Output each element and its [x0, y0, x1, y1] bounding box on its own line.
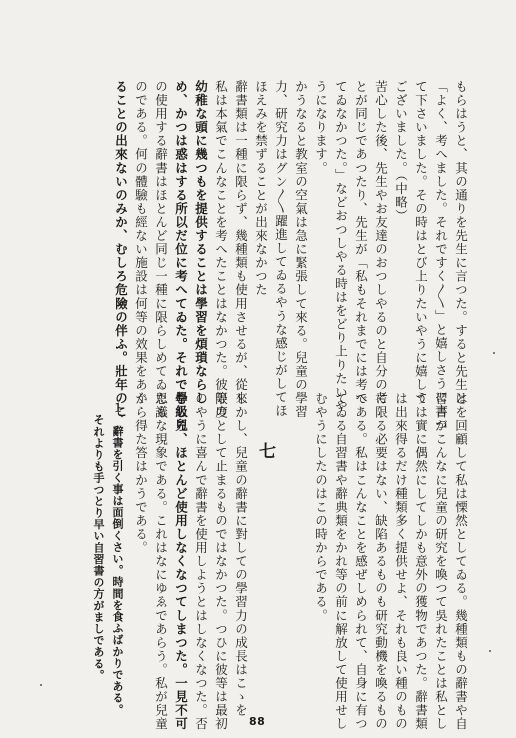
text-line: てゐる自習書や辭典類をかれ等の前に解放して使用せし [333, 392, 349, 731]
text-line: うになります。 [313, 80, 329, 175]
text-line: とを回顧して私は慄然としてゐる。幾種類もの辭書や自 [453, 392, 469, 731]
paper-speck [489, 650, 491, 652]
text-line: 力、研究力はグン〱躍進してゐるやうな感じがしてほ [273, 80, 289, 418]
paper-speck [40, 684, 42, 686]
text-line: とが同じであつたり、先生が「私もそれまでには考へ [353, 80, 369, 406]
text-line: 限度として止まるものではなかつた。つひに彼等は最初 [213, 392, 229, 731]
text-line: から得た答はかうである。 [133, 392, 149, 555]
text-line: ございました。（中略） [393, 80, 409, 223]
text-line: に限る必要はない、缺陷あるものも研究動機を喚るもの [373, 392, 389, 731]
text-line: 苦心した後、先生やお友達のおつしやるのと自分の考 [373, 80, 389, 406]
answer-line: １、辭書を引く事は面倒くさい。時間を食ふばかりである。 [111, 402, 124, 716]
text-line: のやうに喜んで辭書を使用しようとはしなくなつた。否 [193, 392, 209, 731]
text-line: である。私はこんなことを感ぜしめられて、自身に有つ [353, 392, 369, 731]
text-line: ることの出來ないのみか、むしろ危險の伴ふ。壯年のこ [113, 80, 129, 419]
text-line: 辭書類は一種に限らず、幾種類も使用させるが、從來 [233, 80, 249, 406]
text-line: てゐなかつた。」などおつしやる時はをどり上りたいや [333, 80, 349, 413]
text-line: 「よく、考へました。それですく〱」と嬉しさうに言つ [433, 80, 449, 432]
text-line: むしろ、ほとんど使用しなくなつてしまつた。一見不可 [173, 392, 189, 731]
page-number: 88 [249, 715, 266, 728]
text-line: のである。何の體驗も經ない施設は何等の效果をあぐ [133, 80, 149, 406]
text-line: かうなると教室の空氣は急に緊張して來る。兒童の學習 [293, 80, 309, 419]
text-line: むやうにしたのはこの時からである。 [313, 392, 329, 623]
text-line: しかし、兒童の辭書に對しての學習力の成長はこゝを [233, 392, 249, 718]
text-line: ては實に偶然にしてしかも意外の獲物であつた。辭書類 [413, 392, 429, 731]
section-heading: 七 [255, 442, 275, 461]
text-line: ほえみを禁ずることが出來なかつた [253, 80, 269, 297]
text-line: 思議な現象である。これはなにゆゑであらう。私が兒童 [153, 392, 169, 731]
text-line: 私は本氣でこんなことを考へたことはなかつた。彼等の [213, 80, 229, 419]
text-line: 習書がこんなに兒童の研究を喚つて吳れたことは私とし [433, 392, 449, 731]
text-line: もらはうと、其の通りを先生に言つた。すると先生は [453, 80, 469, 406]
text-line: は出來得るだけ種類多く提供せよ、それも良い種のもの [393, 392, 409, 731]
text-line: め、かつは惑はする所以だ位に考へてゐた。それで學級兒 [173, 80, 189, 433]
text-line: の使用する辭書はほとんど同じ一種に限らしめてゐたも [153, 80, 169, 419]
paper-speck [493, 352, 495, 354]
text-line: て下さいました。その時はとび上りたいやうに嬉しう [413, 80, 429, 406]
text-line: 幼稚な頭に幾つもを提供することは學習を煩瑣ならし [193, 80, 209, 406]
answer-line: それよりも手つとり早い自習書の方がましである。 [92, 414, 105, 681]
